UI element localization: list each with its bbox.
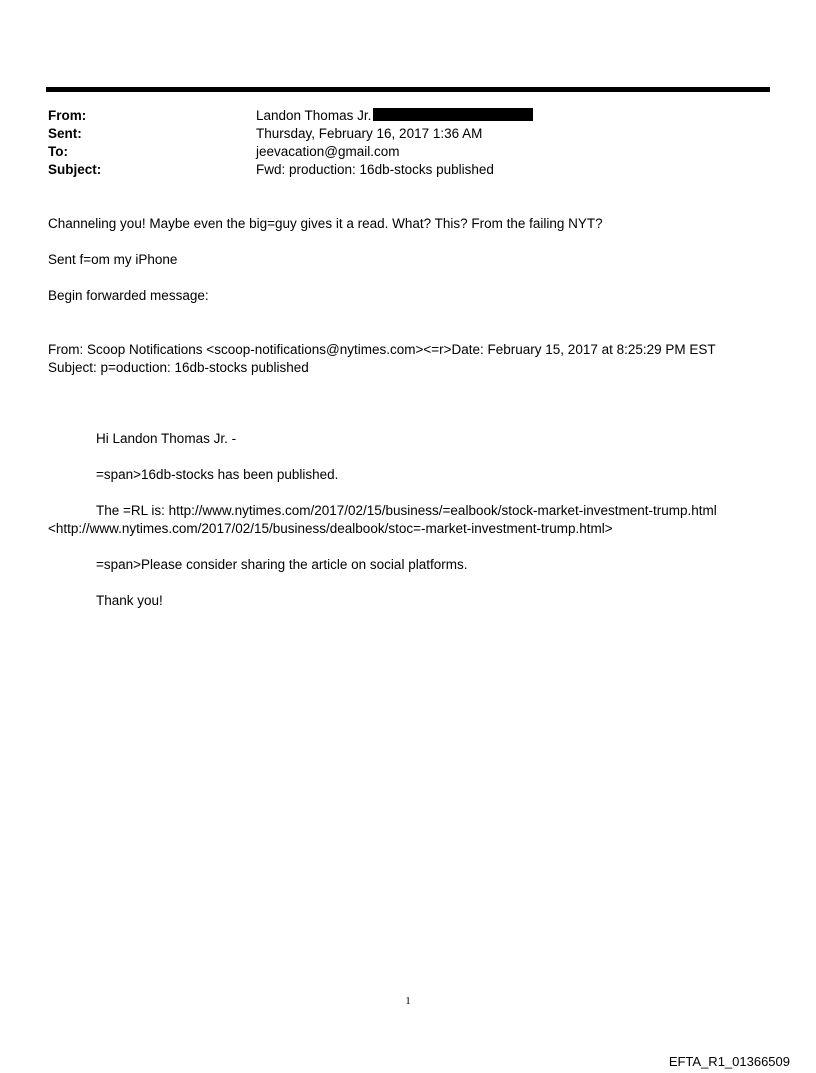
url-line-2: <http://www.nytimes.com/2017/02/15/business/dealbook/stoc=-market-investment-trump.html> bbox=[48, 521, 613, 536]
forwarded-subject: Subject: p=oduction: 16db-stocks published bbox=[48, 360, 309, 375]
sent-value: Thursday, February 16, 2017 1:36 AM bbox=[256, 126, 483, 141]
subject-label: Subject: bbox=[48, 162, 102, 177]
to-label: To: bbox=[48, 144, 68, 159]
document-id: EFTA_R1_01366509 bbox=[668, 1054, 790, 1069]
from-row bbox=[48, 107, 748, 125]
subject-row bbox=[48, 161, 748, 179]
greeting: Hi Landon Thomas Jr. - bbox=[96, 431, 237, 446]
sent-row bbox=[48, 125, 748, 143]
share-request: =span>Please consider sharing the article on social platforms. bbox=[96, 557, 468, 572]
thanks: Thank you! bbox=[96, 593, 163, 608]
forwarded-from: From: Scoop Notifications <scoop-notifications@nytimes.com><=r>Date: February 15, 2017 at 8:25:29 PM EST bbox=[48, 342, 716, 357]
redaction-block bbox=[373, 108, 533, 121]
to-row bbox=[48, 143, 748, 161]
page-number: 1 bbox=[405, 995, 411, 1007]
from-label: From: bbox=[48, 108, 87, 123]
url-line-1: The =RL is: http://www.nytimes.com/2017/02/15/business/=ealbook/stock-market-investment-trump.html bbox=[96, 503, 717, 518]
from-value bbox=[256, 107, 533, 125]
from-name: Landon Thomas Jr. bbox=[256, 108, 372, 123]
header-divider bbox=[46, 87, 770, 92]
subject-value: Fwd: production: 16db-stocks published bbox=[256, 162, 494, 177]
published-notice: =span>16db-stocks has been published. bbox=[96, 467, 339, 482]
body-line-1: Channeling you! Maybe even the big=guy gives it a read. What? This? From the failing NYT? bbox=[48, 216, 603, 231]
body-line-3: Begin forwarded message: bbox=[48, 288, 209, 303]
body-line-2: Sent f=om my iPhone bbox=[48, 252, 178, 267]
to-value: jeevacation@gmail.com bbox=[256, 144, 400, 159]
sent-label: Sent: bbox=[48, 126, 82, 141]
